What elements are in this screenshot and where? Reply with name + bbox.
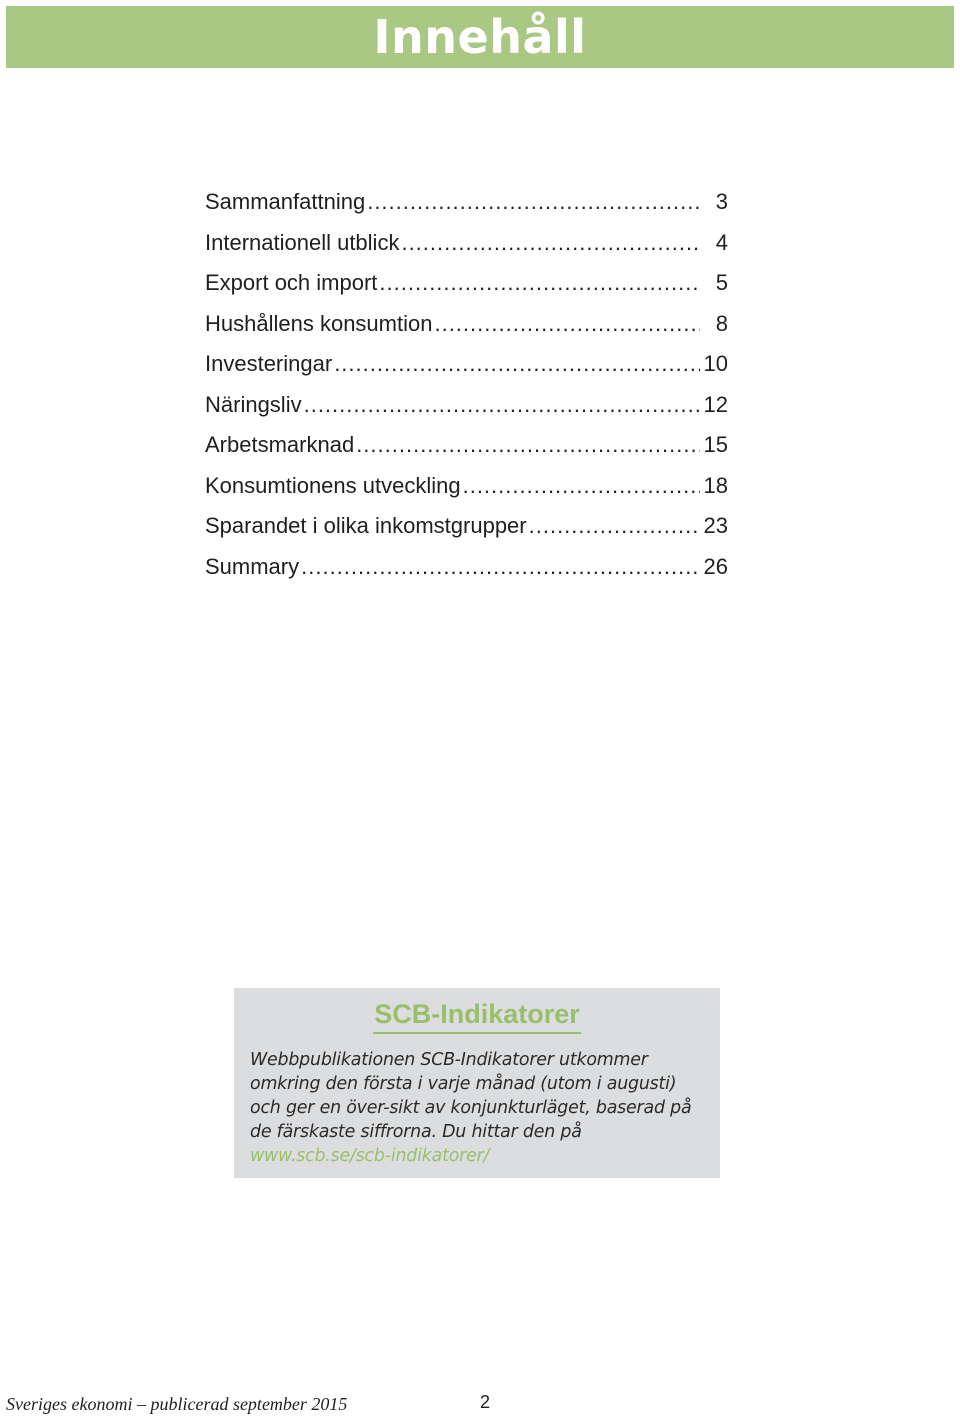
toc-item-label: Arbetsmarknad bbox=[205, 432, 355, 457]
toc-item-page: 3 bbox=[715, 189, 728, 214]
footer-publication-text: Sveriges ekonomi – publicerad september 2015 bbox=[6, 1394, 348, 1414]
page-footer bbox=[6, 1392, 954, 1418]
toc-leader-dots bbox=[401, 223, 700, 264]
footer-page-number: 2 bbox=[480, 1392, 491, 1412]
toc-item-label: Näringsliv bbox=[205, 391, 302, 417]
toc-leader-dots bbox=[367, 182, 700, 223]
toc-item[interactable] bbox=[205, 385, 728, 426]
toc-item-label: Sparandet i olika inkomstgrupper bbox=[205, 513, 527, 538]
header-bar bbox=[6, 6, 954, 68]
toc-item[interactable] bbox=[205, 223, 728, 264]
toc-item-label: Internationell utblick bbox=[205, 229, 400, 255]
toc-leader-dots bbox=[529, 506, 700, 547]
info-box-text bbox=[250, 1048, 704, 1168]
toc-item-page: 8 bbox=[715, 310, 728, 336]
scb-indikatorer-link[interactable]: www.scb.se/scb-indikatorer/ bbox=[250, 1146, 490, 1166]
info-box-title: SCB-Indikatorer bbox=[373, 996, 581, 1034]
table-of-contents bbox=[205, 182, 728, 587]
toc-leader-dots bbox=[379, 263, 700, 304]
toc-item-page: 5 bbox=[715, 270, 728, 295]
toc-leader-dots bbox=[463, 466, 700, 507]
toc-item[interactable] bbox=[205, 506, 728, 547]
toc-item-label: Sammanfattning bbox=[205, 189, 366, 214]
toc-item-page: 12 bbox=[703, 391, 728, 417]
info-box-title-wrap bbox=[250, 996, 704, 1034]
info-box-body: Webbpublikationen SCB-Indikatorer utkommer omkring den första i varje månad (utom i augusti) och ger en över-sikt av konjunkturläget, baserad på de färskaste siffrorna. Du hittar den på bbox=[250, 1050, 692, 1142]
toc-item-page: 18 bbox=[703, 472, 728, 498]
page-title: Innehåll bbox=[373, 10, 587, 64]
toc-leader-dots bbox=[434, 304, 700, 345]
toc-item-label: Summary bbox=[205, 553, 300, 579]
toc-item-page: 4 bbox=[715, 229, 728, 255]
toc-item-page: 23 bbox=[703, 513, 728, 538]
toc-leader-dots bbox=[304, 385, 700, 426]
toc-item-label: Hushållens konsumtion bbox=[205, 310, 433, 336]
toc-item[interactable] bbox=[205, 466, 728, 507]
toc-leader-dots bbox=[301, 547, 700, 588]
toc-item[interactable] bbox=[205, 547, 728, 588]
toc-leader-dots bbox=[334, 344, 700, 385]
toc-item[interactable] bbox=[205, 263, 728, 304]
toc-item-page: 26 bbox=[703, 553, 728, 579]
toc-item[interactable] bbox=[205, 344, 728, 385]
toc-item-label: Export och import bbox=[205, 270, 378, 295]
toc-item-label: Investeringar bbox=[205, 351, 333, 376]
toc-item-page: 15 bbox=[703, 432, 728, 457]
toc-item-label: Konsumtionens utveckling bbox=[205, 472, 461, 498]
toc-leader-dots bbox=[356, 425, 700, 466]
scb-indikatorer-info-box bbox=[234, 988, 720, 1178]
toc-item[interactable] bbox=[205, 304, 728, 345]
toc-item[interactable] bbox=[205, 425, 728, 466]
toc-item[interactable] bbox=[205, 182, 728, 223]
toc-item-page: 10 bbox=[703, 351, 728, 376]
